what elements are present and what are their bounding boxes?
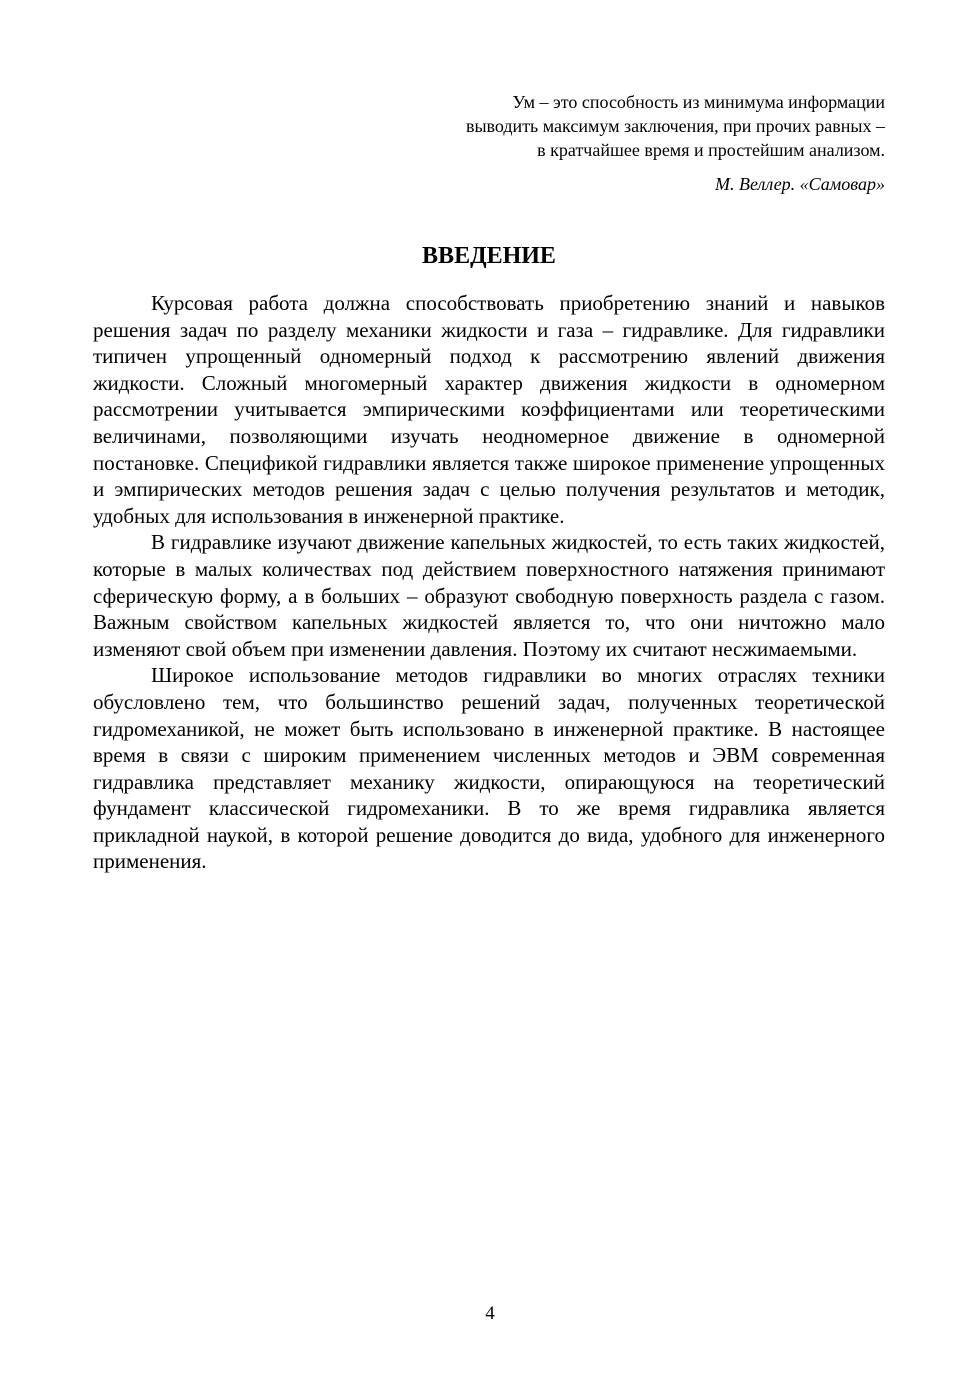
paragraph-3: Широкое использование методов гидравлики во многих отраслях техники обусловлено тем, что большинство решений задач, полученных теоретической гидромеханикой, не может быть использовано в инженерной практике. В настоящее время в связи с широким применением численных методов и ЭВМ современная гидравлика представляет механику жидкости, опирающуюся на теоретический фундамент классической гидромеханики. В то же время гидравлика является прикладной наукой, в которой решение доводится до вида, удобного для инженерного применения. xyxy=(93,663,885,874)
epigraph-author: М. Веллер. «Самовар» xyxy=(715,174,885,194)
paragraph-1: Курсовая работа должна способствовать приобретению знаний и навыков решения задач по разделу механики жидкости и газа – гидравлике. Для гидравлики типичен упрощенный одномерный подход к рассмотрению явлений движения жидкости. Сложный многомерный характер движения жидкости в одномерном рассмотрении учитывается эмпирическими коэффициентами или теоретическими величинами, позволяющими изучать неодномерное движение в одномерной постановке. Спецификой гидравлики является также широкое применение упрощенных и эмпирических методов решения задач с целью получения результатов и методик, удобных для использования в инженерной практике. xyxy=(93,291,885,528)
page-number: 4 xyxy=(485,1303,495,1324)
epigraph-line: Ум – это способность из минимума информации xyxy=(512,92,885,112)
section-heading: ВВЕДЕНИЕ xyxy=(422,243,556,269)
epigraph xyxy=(380,90,885,196)
epigraph-line: в кратчайшее время и простейшим анализом. xyxy=(537,140,885,160)
paragraph-2: В гидравлике изучают движение капельных жидкостей, то есть таких жидкостей, которые в малых количествах под действием поверхностного натяжения принимают сферическую форму, а в больших – образуют свободную поверхность раздела с газом. Важным свойством капельных жидкостей является то, что они ничтожно мало изменяют свой объем при изменении давления. Поэтому их считают несжимаемыми. xyxy=(93,530,885,661)
epigraph-line: выводить максимум заключения, при прочих равных – xyxy=(465,116,885,136)
body-text xyxy=(93,290,885,875)
